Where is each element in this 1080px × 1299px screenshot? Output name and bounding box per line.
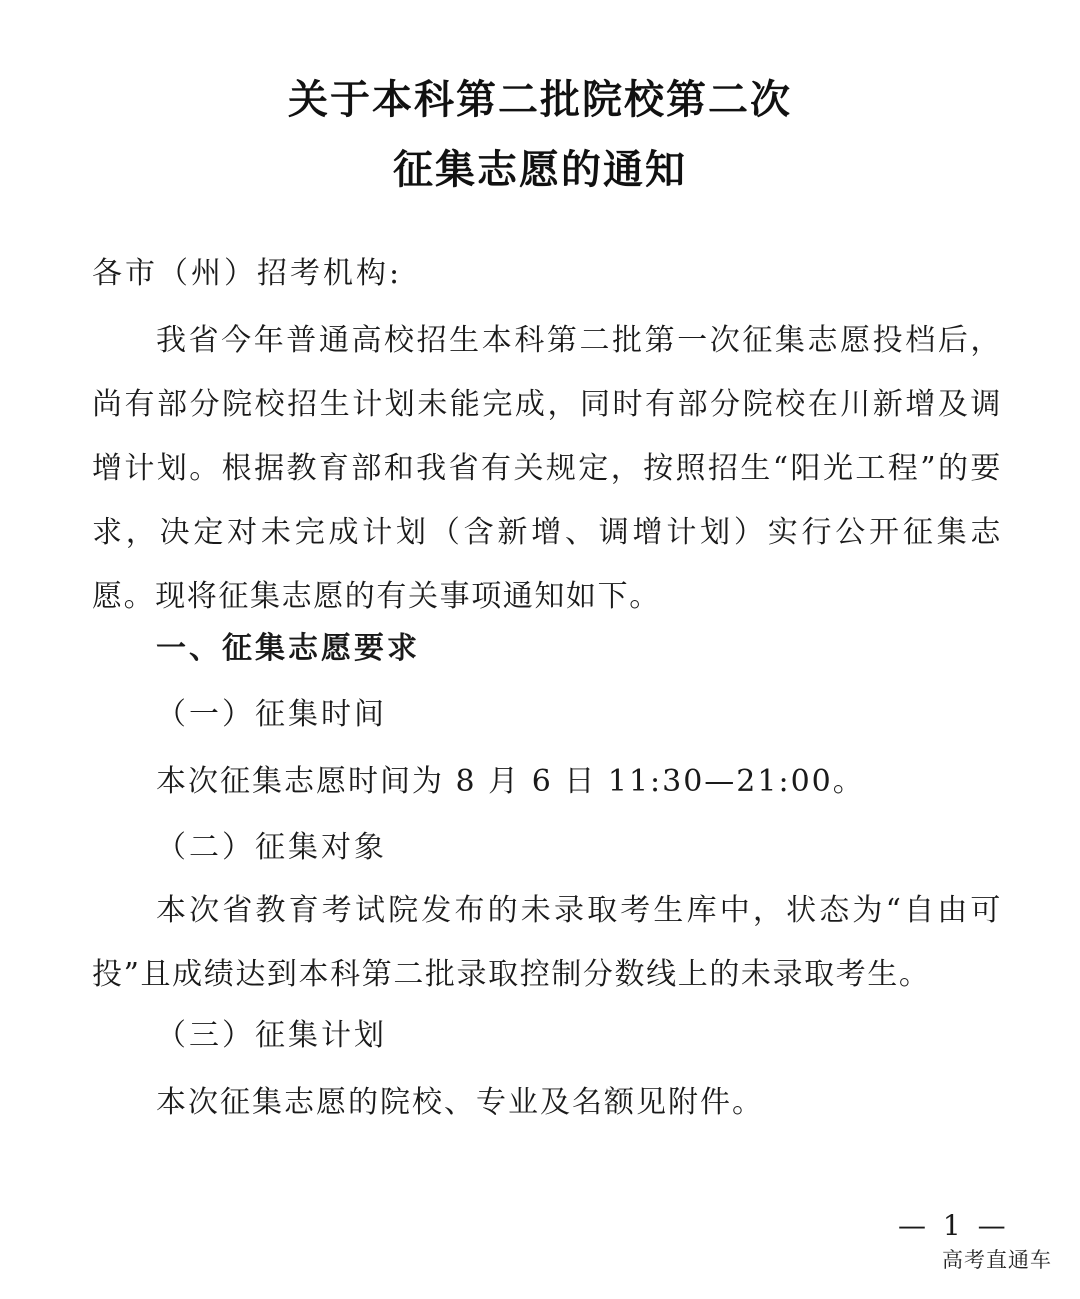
subsection-3-text: 本次征集志愿的院校、专业及名额见附件。 [156, 1085, 764, 1120]
section-1-heading: 一、征集志愿要求 [156, 631, 420, 666]
salutation: 各市（州）招考机构: [92, 256, 403, 291]
document-title-line-1: 关于本科第二批院校第二次 [288, 77, 792, 123]
subsection-2-text: 本次省教育考试院发布的未录取考生库中，状态为“自由可投”且成绩达到本科第二批录取控制分数线上的未录取考生。 [92, 893, 1002, 992]
watermark: 高考直通车 [942, 1248, 1052, 1272]
subsection-1-heading: （一）征集时间 [156, 697, 387, 732]
subsection-1-text: 本次征集志愿时间为 8 月 6 日 11:30—21:00。 [156, 764, 865, 799]
page-number: — 1 — [898, 1209, 1010, 1242]
document-title-line-2: 征集志愿的通知 [393, 147, 687, 193]
intro-paragraph: 我省今年普通高校招生本科第二批第一次征集志愿投档后，尚有部分院校招生计划未能完成，同时有部分院校在川新增及调增计划。根据教育部和我省有关规定，按照招生“阳光工程”的要求，决定对未完成计划（含新增、调增计划）实行公开征集志愿。现将征集志愿的有关事项通知如下。 [92, 323, 1002, 614]
subsection-2-heading: （二）征集对象 [156, 830, 387, 865]
subsection-3-heading: （三）征集计划 [156, 1018, 387, 1053]
